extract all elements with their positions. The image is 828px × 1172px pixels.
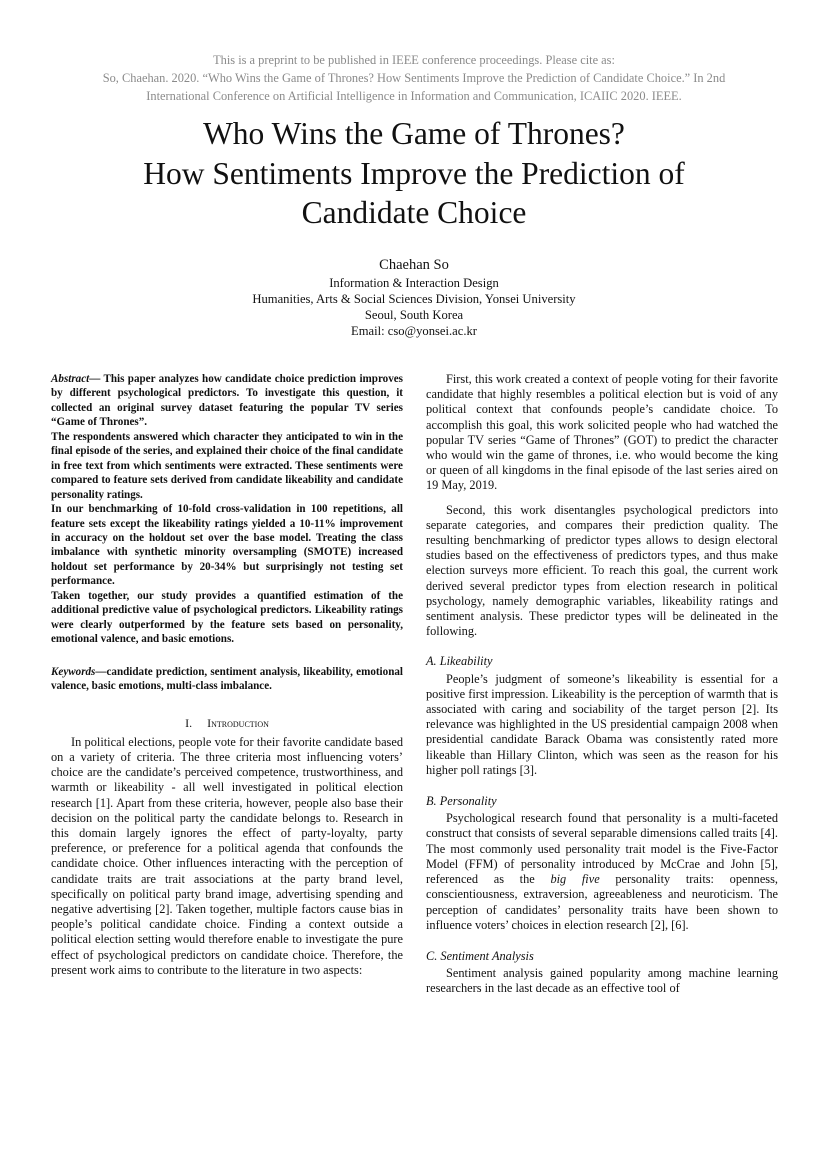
subsection-heading-sentiment: C. Sentiment Analysis — [426, 948, 534, 963]
right-paragraph-2: Second, this work disentangles psychological predictors into separate categories, and compares their prediction quality. The resulting benchmarking of predictor types allows to design electoral studies based on the effectiveness of predictors types, and thus make election surveys more efficient. To reach this goal, the current work derived several predictor types from election research in political psychology, namely demographic variables, likeability ratings and sentiment analysis. These predictor types will be delineated in the following. — [426, 502, 778, 639]
section-title: Introduction — [207, 715, 269, 730]
subsection-heading-personality: B. Personality — [426, 794, 497, 809]
author-location: Seoul, South Korea — [364, 307, 464, 322]
keywords-text: candidate prediction, sentiment analysis, likeability, emotional valence, basic emotions, multi-class imbalance. — [51, 665, 403, 693]
title-line-3: Candidate Choice — [301, 195, 527, 230]
keywords — [51, 665, 403, 694]
personality-paragraph — [426, 811, 778, 933]
left-column — [51, 372, 403, 978]
preprint-line-1: This is a preprint to be published in IEEE conference proceedings. Please cite as: — [213, 53, 615, 67]
keywords-label: Keywords — [51, 665, 96, 678]
author-email: Email: cso@yonsei.ac.kr — [351, 323, 477, 338]
abstract-dash: — — [89, 373, 104, 385]
personality-text-1: Psychological research found that personality is a multi-faceted construct that consists of several separable dimensions called traits [4]. The most commonly used personality trait model is the Five-Factor Model (FFM) of personality introduced by McCrae and John [5], referenced as the — [426, 811, 778, 887]
title-line-1: Who Wins the Game of Thrones? — [203, 116, 625, 151]
abstract-p3: In our benchmarking of 10-fold cross-validation in 100 repetitions, all feature sets except the likeability ratings yielded a 10-11% improvement in accuracy on the holdout set over the base model. Treating the class imbalance with synthetic minority oversampling (SMOTE) increased holdout set performance by 20-34% but surprisingly not testing set performance. — [51, 503, 403, 588]
abstract-p1 — [51, 372, 403, 430]
author-division: Humanities, Arts & Social Sciences Division, Yonsei University — [252, 291, 576, 306]
preprint-line-2: So, Chaehan. 2020. “Who Wins the Game of Thrones? How Sentiments Improve the Prediction of Candidate Choice.” In 2nd — [102, 71, 726, 85]
preprint-notice — [40, 51, 788, 105]
preprint-line-3: International Conference on Artificial Intelligence in Information and Communication, ICAIIC 2020. IEEE. — [146, 89, 682, 103]
title-line-2: How Sentiments Improve the Prediction of — [143, 155, 685, 191]
author-block — [40, 254, 788, 340]
intro-paragraph: In political elections, people vote for their favorite candidate based on a variety of criteria. The three criteria most influencing voters’ choice are the candidate’s perceived competence, trustworthiness, and warmth or likeability - all well investigated in political election research [1]. Apart from these criteria, however, people also base their decision on the political party the candidate belongs to. Research in this domain largely ignores the effect of party-loyalty, party preference, or preference for a political agenda that confounds the candidate choice. Other influences interacting with the perception of candidate traits are trait associations at the party brand level, specifically on political party brand image, advertising spending and negative advertising [2]. Taken together, multiple factors cause bias in people’s political candidate choice. Finding a context outside a political election setting would therefore enable to investigate the pure effect of psychological predictors on candidate choice. Therefore, the present work aims to contribute to the literature in two aspects: — [51, 734, 403, 977]
personality-text-2: personality traits: openness, conscientiousness, extraversion, agreeableness and neuroticism. The perception of candidates’ personality traits have been shown to influence voters’ choices in election research [2], [6]. — [426, 872, 778, 932]
subsection-heading-likeability: A. Likeability — [426, 654, 493, 669]
keywords-dash: — — [95, 665, 107, 678]
section-numeral: I. — [185, 715, 193, 730]
abstract-p2: The respondents answered which character they anticipated to win in the final episode of the series, and explained their choice of the final candidate in free text from which sentiments were extracted. These sentiments were compared to feature sets derived from candidate likeability and candidate personality ratings. — [51, 430, 403, 501]
author-dept: Information & Interaction Design — [329, 276, 499, 290]
personality-italic: big five — [550, 872, 600, 887]
paper-title — [40, 114, 788, 233]
abstract — [51, 372, 403, 647]
sentiment-paragraph: Sentiment analysis gained popularity among machine learning researchers in the last decade as an effective tool of — [426, 966, 778, 996]
likeability-paragraph: People’s judgment of someone’s likeability is essential for a positive first impression. Likeability is the perception of warmth that is associated with caring and sociability of the target person [2]. Its relevance was highlighted in the US presidential campaign 2008 when presidential candidate Barack Obama was consistently rated more likeable than Hillary Clinton, which was seen as the reason for his higher poll ratings [3]. — [426, 671, 778, 777]
right-column — [426, 372, 778, 997]
abstract-p1-text: This paper analyzes how candidate choice prediction improves by different psychological predictors. To investigate this question, it collected an original survey dataset featuring the popular TV series “Game of Thrones”. — [51, 373, 403, 429]
section-heading-introduction — [51, 716, 403, 731]
abstract-p4: Taken together, our study provides a quantified estimation of the additional predictive value of psychological predictors. Likeability ratings were clearly outperformed by the feature sets based on personality, emotional valence, and basic emotions. — [51, 589, 403, 646]
author-name: Chaehan So — [379, 257, 449, 273]
right-paragraph-1: First, this work created a context of people voting for their favorite candidate that highly resembles a political election but is void of any political context that confounds people’s candidate choice. To accomplish this goal, this work solicited people who had watched the popular TV series “Game of Thrones” (GOT) to predict the character who would win the game of thrones, i.e. who would become the king or queen of all kingdoms in the final episode of the last series aired on 19 May, 2019. — [426, 372, 778, 493]
abstract-label: Abstract — [51, 373, 90, 385]
